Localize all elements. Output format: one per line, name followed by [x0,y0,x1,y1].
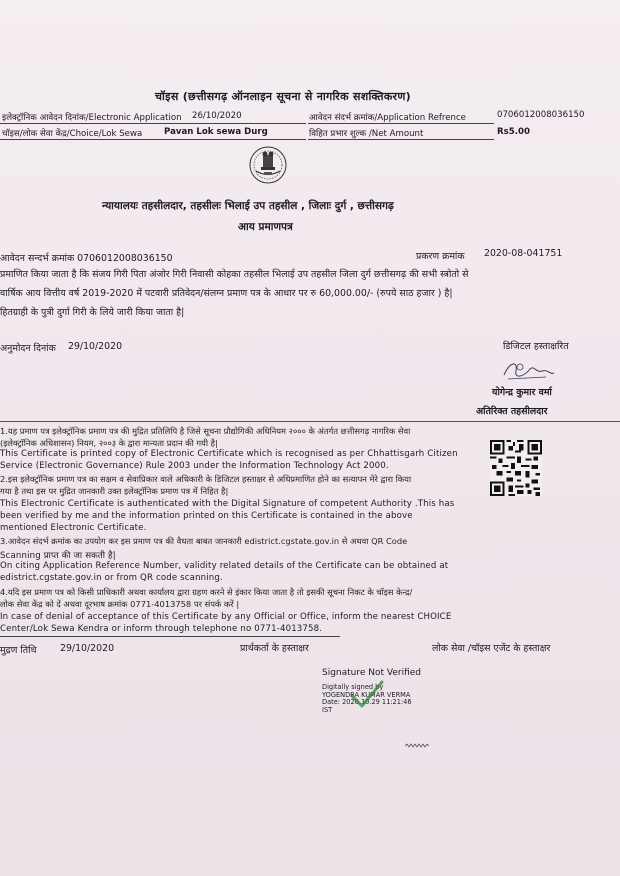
note2-hindi-a: 2.इस इलेक्ट्रॉनिक प्रमाण पत्र का सक्षम व सेवाप्रिकार वाले अधिकारी के डिजिटल हस्ताक्षर से अधिप्रमाणित होने का सत्यापन मेरे द्वारा किया [0,474,412,484]
signature-line3: Date: 2020.10.29 11:21:46 [322,698,412,707]
digital-signed-label: डिजिटल हस्ताक्षरित [503,341,569,352]
header-underline-right [308,123,494,124]
header-underline-right-2 [308,139,494,140]
certificate-title: आय प्रमाणपत्र [238,221,293,233]
note3-english-b: edistrict.cgstate.gov.in or from QR code scanning. [0,573,223,583]
note2-english-b: been verified by me and the information printed on this Certificate is contained in the above [0,511,413,521]
applicant-sign-label: प्रार्थकर्ता के हस्ताक्षर [240,643,309,654]
certificate-para-line1: प्रमाणित किया जाता है कि संजय गिरी पिता अंजोर गिरी निवासी कोहका तहसील भिलाई उप तहसील जिला दुर्ग छत्तीसगढ़ की सभी स्त्रोतो से [0,269,469,280]
section-divider [0,421,620,422]
case-value: 2020-08-041751 [484,248,563,259]
note3-hindi-b: Scanning प्राप्त की जा सकती है| [0,551,116,561]
signature-line4: IST [322,705,333,714]
state-emblem-icon [246,145,290,185]
choice-value: Pavan Lok sewa Durg [164,127,268,137]
note1-hindi-b: (इलेक्ट्रॉनिक अधिशासन) नियम, २००३ के द्वारा मान्यता प्रदान की गयी है| [0,438,218,448]
case-label: प्रकरण क्रमांक [416,251,465,262]
note4-english-a: In case of denial of acceptance of this Certificate by any Official or Office, inform the nearest CHOICE [0,612,452,622]
note2-hindi-b: गया है तथा इस पर मुद्रित जानकारी उक्त इलेक्ट्रॉनिक प्रमाण पत्र में निहित है| [0,486,229,496]
note3-hindi-a: 3.आवेदन संदर्भ क्रमांक का उपयोग कर इस प्रमाण पत्र की वैधता बाबत जानकारी edistrict.cgstate.gov.in से अथवा QR Code [0,536,408,546]
qr-code-icon [490,440,542,496]
signature-line1: Digitally signed by [322,683,384,691]
app-date-value: 26/10/2020 [192,111,242,121]
handwritten-signature-icon [500,355,556,385]
print-date-value: 29/10/2020 [60,643,115,654]
app-date-label: इलेक्ट्रॉनिक आवेदन दिनांक/Electronic Application [2,113,182,123]
note2-english-c: mentioned Electronic Certificate. [0,523,147,533]
app-ref-line: आवेदन सन्दर्भ क्रमांक 0706012008036150 [0,253,173,264]
signature-status: Signature Not Verified [322,668,422,678]
note2-english-a: This Electronic Certificate is authenticated with the Digital Signature of competent Authority .This has [0,499,455,509]
note1-hindi-a: 1.यह प्रमाण पत्र इलेक्ट्रॉनिक प्रमाण पत्र की मुद्रित प्रतिलिपि है जिसे सूचना प्रौद्योगिकी अधिनियम २००० के अंतर्गत छत्तीसगढ़ नागरिक सेवा [0,426,411,436]
note4-english-b: Center/Lok Sewa Kendra or inform through telephone no 0771-4013758. [0,624,323,634]
app-ref-value: 0706012008036150 [497,110,585,120]
certificate-para-line2: वार्षिक आय वित्तीय वर्ष 2019-2020 में पटवारी प्रतिवेदन/संलग्न प्रमाण पत्र के आधार पर रु 60,000.00/- (रुपये साठ हजार ) है| [0,288,453,299]
officer-designation: अतिरिक्त तहसीलदार [476,406,548,417]
court-line: न्यायालयः तहसीलदार, तहसीलः भिलाई उप तहसील , जिलाः दुर्ग , छत्तीसगढ़ [102,200,394,212]
note-underline [0,636,340,637]
approval-date-value: 29/10/2020 [68,341,123,352]
certificate-para-line3: हितग्राही के पुत्री दुर्गा गिरी के लिये जारी किया जाता है| [0,307,185,318]
app-ref-label: आवेदन संदर्भ क्रमांक/Application Refrence [309,113,466,123]
header-underline-left [0,123,306,124]
approval-date-label: अनुमोदन दिनांक [0,343,56,354]
note4-hindi-a: 4.यदि इस प्रमाण पत्र को किसी प्राधिकारी अथवा कार्यालय द्वारा ग्रहण करने से इंकार किया जाता है तो इसकी सूचना निकट के चॉइस केन्द्र/ [0,587,413,597]
agent-sign-label: लोक सेवा /चॉइस एजेंट के हस्ताक्षर [432,643,551,654]
officer-name: योगेन्द्र कुमार वर्मा [492,387,552,398]
note4-hindi-b: लोक सेवा केंद्र को दें अथवा दूरभाष क्रमांक 0771-4013758 पर संपर्क करें | [0,599,240,609]
verification-check-icon [348,680,384,710]
net-amount-label: विहित प्रभार शुल्क /Net Amount [309,129,424,139]
note1-english-b: Service (Electronic Governance) Rule 2003 under the Information Technology Act 2000. [0,461,389,471]
header-underline-left-2 [0,139,306,140]
net-amount-value: Rs5.00 [497,127,530,137]
note3-english-a: On citing Application Reference Number, validity related details of the Certificate can be obtained at [0,561,449,571]
note1-english-a: This Certificate is printed copy of Electronic Certificate which is recognised as per Chhattisgarh Citizen [0,449,458,459]
ink-mark-icon [404,742,430,750]
signature-line2: YOGENDRA KUMAR VERMA [322,690,411,699]
choice-label: चॉइस/लोक सेवा केंद्र/Choice/Lok Sewa [2,129,143,139]
print-date-label: मुद्रण तिथि [0,645,37,656]
portal-title: चॉइस (छत्तीसगढ़ ऑनलाइन सूचना से नागरिक सशक्तिकरण) [155,90,411,103]
